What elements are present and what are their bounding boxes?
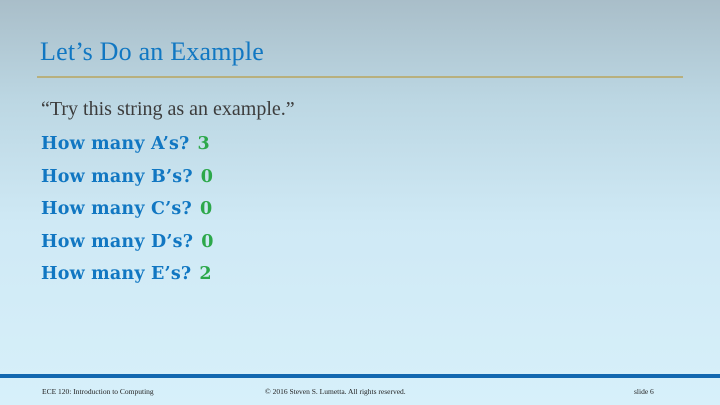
question-label: How many B’s?	[41, 166, 193, 187]
question-label: How many C’s?	[41, 199, 192, 219]
question-item	[41, 161, 295, 194]
question-item	[41, 226, 295, 259]
question-label: How many D’s?	[41, 231, 194, 252]
slide-body	[41, 96, 295, 291]
question-item	[41, 258, 295, 291]
question-answer: 3	[197, 134, 210, 154]
title-divider	[37, 76, 683, 78]
question-answer: 2	[199, 264, 212, 284]
footer-course: ECE 120: Introduction to Computing	[42, 387, 154, 396]
question-item	[41, 128, 295, 161]
slide-title: Let’s Do an Example	[40, 37, 265, 66]
question-answer: 0	[200, 166, 213, 187]
question-label: How many A’s?	[41, 134, 190, 154]
intro-quote: “Try this string as an example.”	[41, 98, 295, 120]
question-label: How many E’s?	[41, 264, 192, 284]
question-answer: 0	[201, 231, 214, 252]
footer-slide-number: slide 6	[634, 387, 654, 396]
question-item	[41, 193, 295, 226]
question-list	[41, 128, 295, 291]
footer-divider	[0, 374, 720, 378]
question-answer: 0	[199, 199, 213, 219]
footer-copyright: © 2016 Steven S. Lumetta. All rights reserved.	[265, 387, 406, 396]
